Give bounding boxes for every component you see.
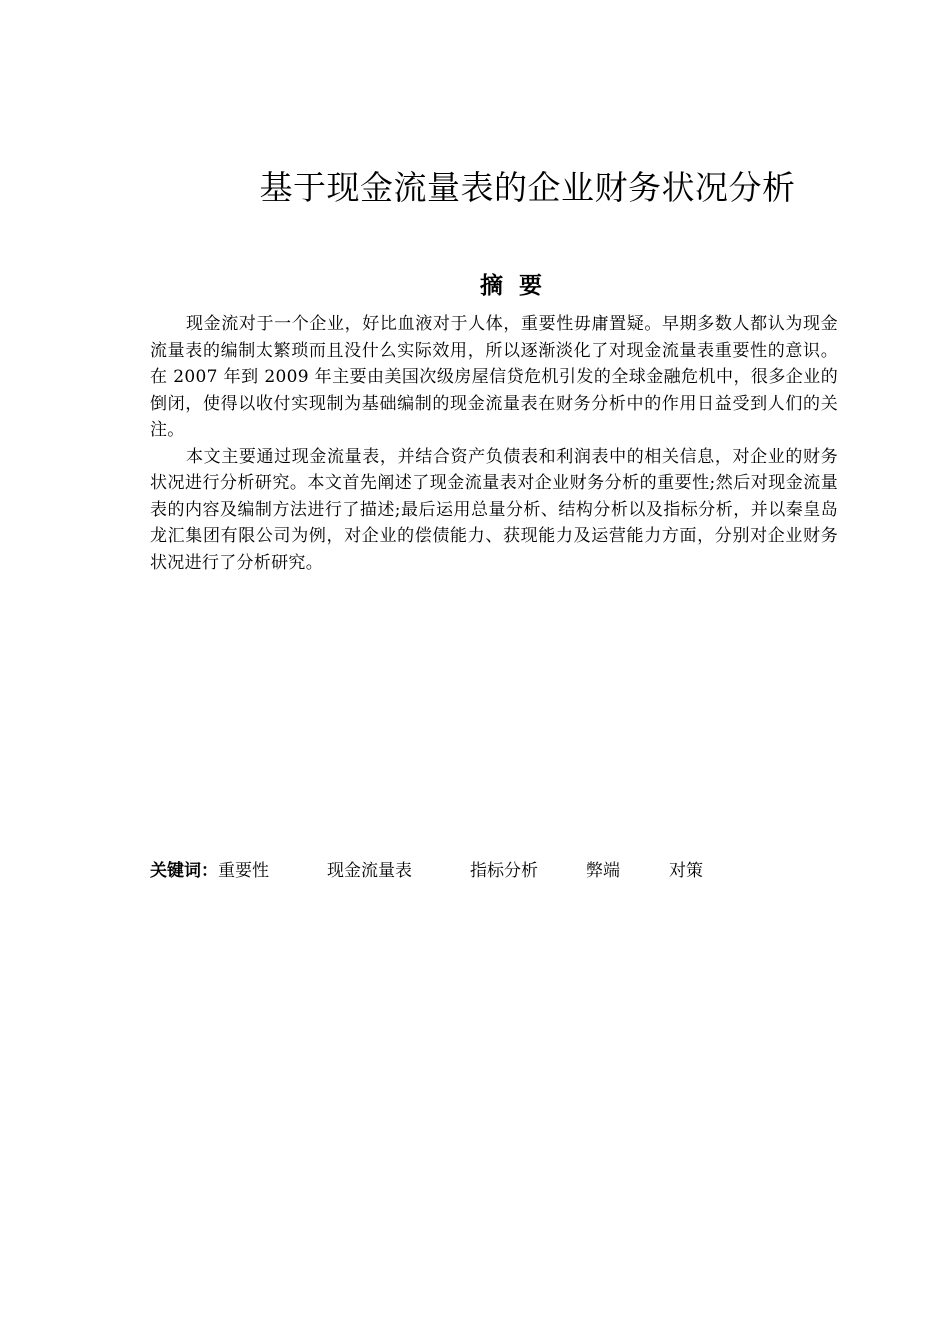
abstract-paragraph-1: 现金流对于一个企业，好比血液对于人体，重要性毋庸置疑。早期多数人都认为现金流量表的编制太繁琐而且没什么实际效用，所以逐渐淡化了对现金流量表重要性的意识。在 2007 年到 2009 年主要由美国次级房屋信贷危机引发的全球金融危机中，很多企业的倒闭，使得以收付实现制为基础编制的现金流量表在财务分析中的作用日益受到人们的关注。	[150, 314, 838, 440]
keyword-item: 重要性	[218, 861, 269, 881]
page-title: 基于现金流量表的企业财务状况分析	[259, 168, 796, 207]
abstract-heading: 摘要	[480, 273, 558, 299]
abstract-body	[150, 311, 838, 576]
abstract-paragraph-2: 本文主要通过现金流量表，并结合资产负债表和利润表中的相关信息，对企业的财务状况进行分析研究。本文首先阐述了现金流量表对企业财务分析的重要性;然后对现金流量表的内容及编制方法进行了描述;最后运用总量分析、结构分析以及指标分析，并以秦皇岛龙汇集团有限公司为例，对企业的偿债能力、获现能力及运营能力方面，分别对企业财务状况进行了分析研究。	[150, 446, 838, 573]
keywords-label: 关键词：	[150, 861, 218, 881]
keyword-item: 指标分析	[470, 861, 538, 881]
keywords-line	[150, 858, 850, 884]
keyword-item: 现金流量表	[327, 861, 412, 881]
keyword-item: 弊端	[586, 861, 620, 881]
keyword-item: 对策	[669, 861, 703, 881]
